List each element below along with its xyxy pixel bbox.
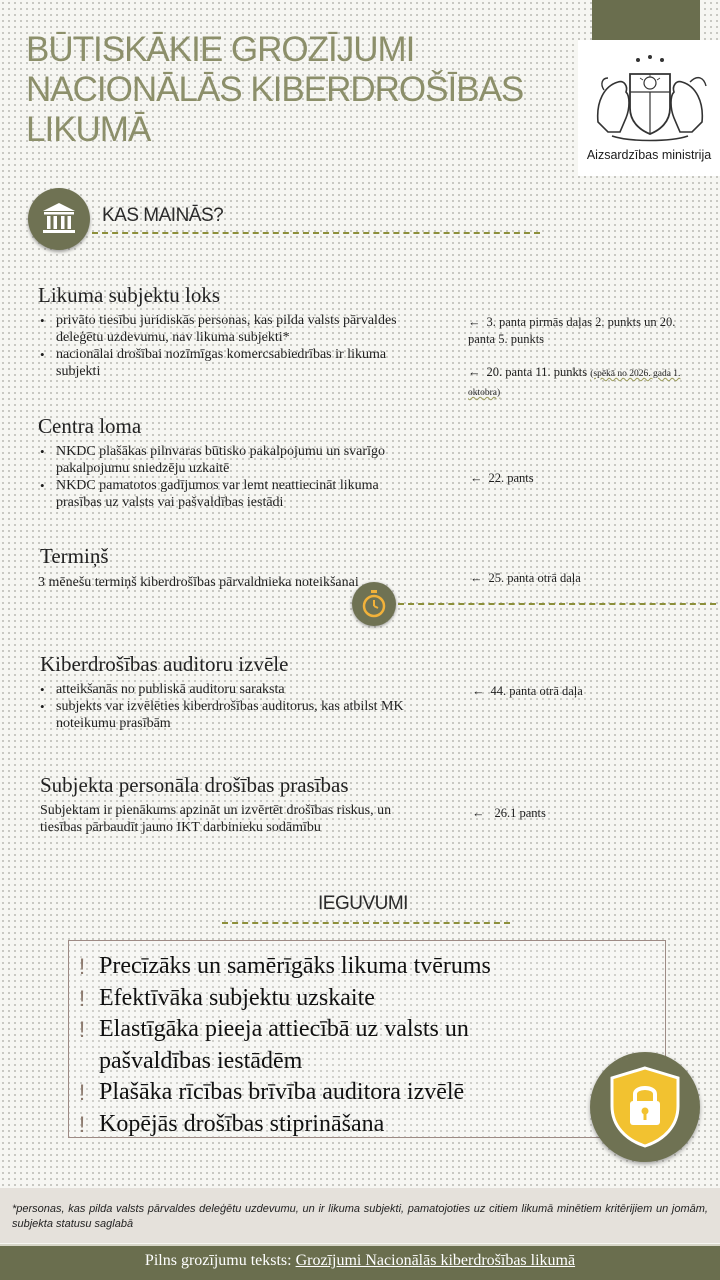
scope-ref-1-text: 3. panta pirmās daļas 2. punkts un 20. panta 5. punkts (468, 315, 676, 346)
centre-ref (470, 470, 670, 487)
exclamation-icon: ! (79, 1017, 86, 1042)
shield-lock-icon (608, 1066, 682, 1148)
title-line-1: BŪTISKĀKIE GROZĪJUMI (26, 30, 415, 69)
footnote-text: *personas, kas pilda valsts pārvaldes deleģētu uzdevumu, un ir likuma subjekti, pamatojoties uz citiem likumā minētiem kritērijiem un jomām, subjekta statusu saglabā (12, 1203, 708, 1230)
arrow-left-icon: ← (472, 806, 485, 820)
centre-heading: Centra loma (38, 414, 142, 438)
arrow-left-icon: ← (468, 365, 481, 379)
benefit-text: Kopējās drošības stiprināšana (99, 1110, 385, 1137)
footer-label: Pilns grozījumu teksts: (144, 1252, 292, 1269)
auditors-heading: Kiberdrošības auditoru izvēle (40, 652, 289, 676)
centre-ref-text: 22. pants (488, 471, 534, 485)
deadline-heading: Termiņš (40, 544, 109, 568)
deadline-divider (398, 603, 716, 605)
personnel-text: Subjektam ir pienākums apzināt un izvērtēt drošības riskus, un tiesības pārbaudīt jauno IKT darbinieku sodāmību (40, 803, 392, 835)
benefit-item (69, 1014, 665, 1046)
timer-badge (352, 582, 396, 626)
changes-title: KAS MAINĀS? (102, 205, 224, 226)
arrow-left-icon: ← (468, 315, 481, 329)
changes-divider (92, 232, 540, 234)
ministry-name: Aizsardzības ministrija (586, 148, 712, 162)
institution-building-icon (40, 200, 78, 238)
brand-bar (592, 0, 700, 40)
title-line-3: LIKUMĀ (26, 110, 151, 149)
security-badge (590, 1052, 700, 1162)
benefit-item (69, 951, 665, 983)
list-item: • NKDC pamatotos gadījumos var lemt neattiecināt likuma prasības uz valsts vai pašvaldības iestādi (38, 477, 418, 511)
auditors-ref-text: 44. panta otrā daļa (490, 684, 583, 698)
list-item: • NKDC plašākas pilnvaras būtisko pakalpojumu un svarīgo pakalpojumu sniedzēju uzkaitē (38, 443, 418, 477)
personnel-ref (472, 805, 672, 822)
exclamation-icon: ! (79, 954, 86, 979)
scope-ref-2-text: 20. panta 11. punkts (486, 365, 588, 379)
benefit-item (69, 1077, 665, 1109)
benefit-text: Elastīgāka pieeja attiecībā uz valsts un (99, 1016, 469, 1042)
page-title (26, 30, 586, 150)
benefits-box (68, 940, 666, 1138)
benefit-text: Plašāka rīcības brīvība auditora izvēlē (99, 1079, 465, 1105)
list-item: • subjekts var izvēlēties kiberdrošības auditorus, kas atbilst MK noteikumu prasībām (38, 698, 418, 732)
arrow-left-icon: ← (470, 471, 483, 485)
auditors-list (38, 681, 418, 732)
personnel-ref-text: 26.1 pants (494, 806, 546, 820)
benefit-item-continued (69, 1046, 665, 1078)
arrow-left-icon: ← (470, 571, 483, 585)
deadline-text: 3 mēnešu termiņš kiberdrošības pārvaldnieka noteikšanai (38, 575, 359, 590)
benefits-divider (222, 922, 510, 924)
arrow-left-icon: ← (472, 684, 485, 698)
auditors-ref (472, 683, 672, 700)
deadline-ref (470, 570, 670, 587)
title-line-2: NACIONĀLĀS KIBERDROŠĪBAS (26, 70, 524, 109)
benefits-list (69, 941, 665, 1140)
amendments-link[interactable]: Grozījumi Nacionālās kiberdrošības likumā (295, 1252, 576, 1269)
benefit-item (69, 983, 665, 1015)
benefit-text: pašvaldības iestādēm (99, 1047, 303, 1074)
changes-icon-badge (28, 188, 90, 250)
list-item: • atteikšanās no publiskā auditoru saraksta (38, 681, 418, 698)
scope-ref-1 (468, 314, 683, 348)
benefits-title: IEGUVUMI (318, 893, 408, 914)
centre-list (38, 443, 418, 511)
footer-bar (0, 1244, 720, 1280)
benefit-text: Efektīvāka subjektu uzskaite (99, 984, 375, 1011)
personnel-heading: Subjekta personāla drošības prasības (40, 773, 349, 797)
exclamation-icon: ! (79, 1111, 86, 1137)
benefit-item (69, 1109, 665, 1141)
list-item: • privāto tiesību juridiskās personas, kas pilda valsts pārvaldes deleģētu uzdevumu, nav likuma subjekti* (38, 312, 428, 346)
scope-list (38, 312, 428, 380)
footnote-box (0, 1188, 720, 1243)
benefit-text: Precīzāks un samērīgāks likuma tvērums (99, 953, 491, 979)
exclamation-icon: ! (79, 1080, 86, 1105)
scope-heading: Likuma subjektu loks (38, 283, 220, 307)
coat-of-arms-icon (590, 52, 710, 144)
exclamation-icon: ! (79, 985, 86, 1011)
list-item: • nacionālai drošībai nozīmīgas komercsabiedrības ir likuma subjekti (38, 346, 428, 380)
stopwatch-icon (360, 589, 388, 619)
deadline-ref-text: 25. panta otrā daļa (488, 571, 581, 585)
scope-ref-2-note: (spēkā no 2026. gada 1. oktobra) (468, 369, 681, 398)
scope-ref-2 (468, 364, 683, 402)
